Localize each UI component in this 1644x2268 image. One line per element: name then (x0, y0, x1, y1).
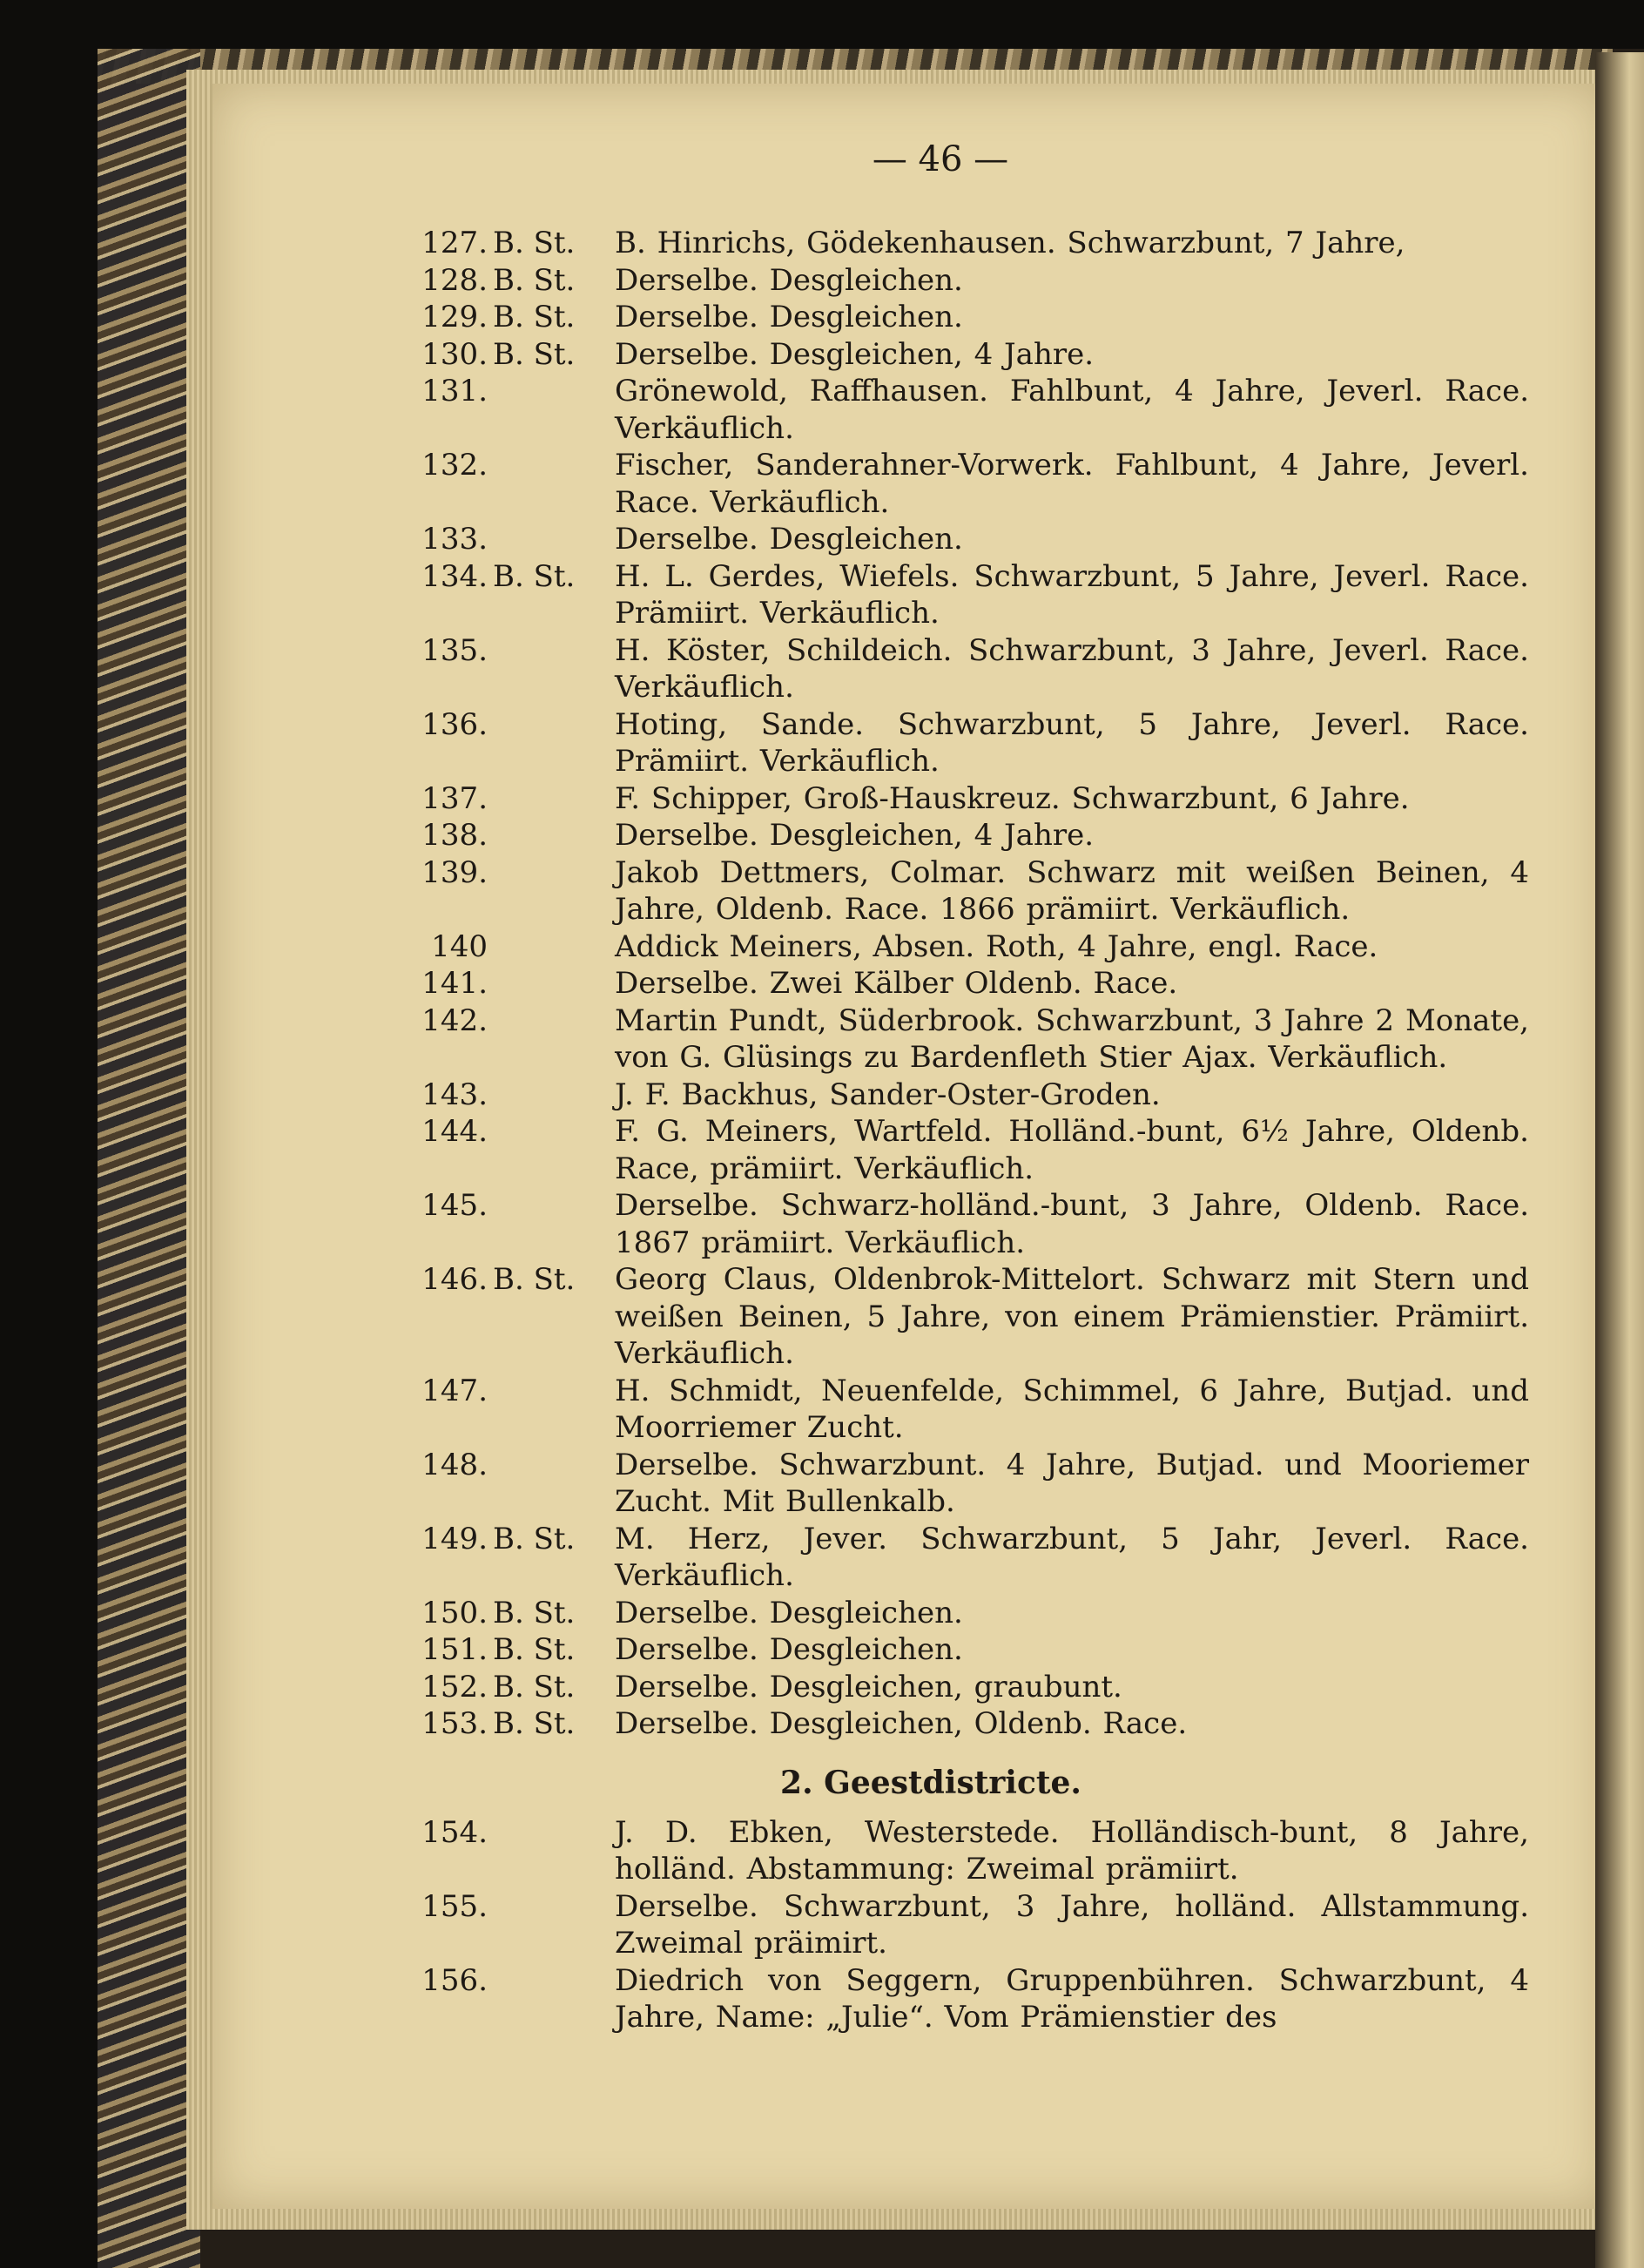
entry-text: Derselbe. Desgleichen. (615, 1595, 963, 1630)
entry-number: 153. (421, 1706, 488, 1741)
list-item (0, 1002, 1644, 1077)
list-item (0, 1521, 1644, 1595)
list-item (0, 1447, 1644, 1521)
entry-number: 128. (421, 262, 488, 298)
list-item (0, 1814, 1644, 1888)
entry-text: Derselbe. Zwei Kälber Oldenb. Race. (615, 966, 1178, 1001)
entry-number: 147. (421, 1373, 488, 1408)
entry-number: 139. (421, 854, 488, 890)
entry-text: Derselbe. Desgleichen, 4 Jahre. (615, 336, 1095, 372)
list-item (0, 928, 1644, 966)
entry-number: 142. (421, 1002, 488, 1038)
entry-mark: B. St. (493, 558, 576, 594)
entry-number: 135. (421, 632, 488, 668)
entry-number: 134. (421, 558, 488, 594)
page-content (0, 225, 1644, 2036)
entry-text: Derselbe. Desgleichen. (615, 262, 963, 298)
entry-number: 140 (431, 928, 488, 964)
entry-text: Derselbe. Schwarz-holländ.-bunt, 3 Jahre, Oldenb. Race. 1867 prämiirt. Verkäuflich. (615, 1188, 1529, 1260)
entry-mark: B. St. (493, 300, 576, 334)
entry-number: 155. (421, 1888, 488, 1924)
entry-text: J. F. Backhus, Sander-Oster-Groden. (615, 1077, 1161, 1112)
entry-number: 148. (421, 1447, 488, 1482)
list-item (0, 632, 1644, 706)
entry-list-section-2 (0, 1814, 1644, 2036)
entry-text: Hoting, Sande. Schwarzbunt, 5 Jahre, Jeverl. Race. Prämiirt. Verkäuflich. (615, 706, 1529, 779)
section-heading: 2. Geestdistricte. (780, 1764, 1081, 1801)
list-item (0, 1595, 1644, 1632)
entry-number: 129. (421, 300, 488, 334)
list-item (0, 780, 1644, 818)
entry-text: Derselbe. Desgleichen, graubunt. (615, 1669, 1122, 1704)
page-number: — 46 — (872, 139, 1009, 179)
entry-text: H. L. Gerdes, Wiefels. Schwarzbunt, 5 Jahre, Jeverl. Race. Prämiirt. Verkäuflich. (615, 558, 1529, 631)
entry-number: 143. (421, 1077, 488, 1112)
list-item (0, 1962, 1644, 2036)
entry-mark: B. St. (493, 226, 576, 260)
entry-text: H. Köster, Schildeich. Schwarzbunt, 3 Jahre, Jeverl. Race. Verkäuflich. (615, 632, 1529, 705)
entry-text: Martin Pundt, Süderbrook. Schwarzbunt, 3 Jahre 2 Monate, von G. Glüsings zu Bardenfleth Stier Ajax. Verkäuflich. (615, 1002, 1529, 1075)
entry-mark: B. St. (493, 336, 576, 372)
list-item (0, 521, 1644, 558)
entry-mark: B. St. (493, 1521, 576, 1556)
entry-number: 132. (421, 448, 488, 483)
entry-number: 146. (421, 1262, 488, 1297)
entry-text: Derselbe. Desgleichen, Oldenb. Race. (615, 1706, 1188, 1741)
list-item (0, 262, 1644, 300)
entry-text: Fischer, Sanderahner-Vorwerk. Fahlbunt, 4 Jahre, Jeverl. Race. Verkäuflich. (615, 448, 1529, 520)
list-item (0, 1373, 1644, 1447)
list-item (0, 336, 1644, 374)
list-item (0, 1261, 1644, 1373)
list-item (0, 373, 1644, 447)
list-item (0, 706, 1644, 780)
entry-number: 137. (421, 780, 488, 816)
entry-text: Derselbe. Schwarzbunt, 3 Jahre, holländ. Allstammung. Zweimal präimirt. (615, 1888, 1529, 1961)
entry-number: 151. (421, 1632, 488, 1667)
entry-mark: B. St. (493, 1706, 576, 1741)
entry-number: 141. (421, 966, 488, 1001)
list-item (0, 299, 1644, 336)
entry-mark: B. St. (493, 1595, 576, 1630)
entry-number: 150. (421, 1595, 488, 1630)
entry-mark: B. St. (493, 1262, 576, 1297)
entry-text: Jakob Dettmers, Colmar. Schwarz mit weißen Beinen, 4 Jahre, Oldenb. Race. 1866 prämiirt. Verkäuflich. (615, 854, 1529, 927)
entry-number: 149. (421, 1521, 488, 1556)
entry-number: 154. (421, 1814, 488, 1850)
list-item (0, 965, 1644, 1002)
entry-text: Addick Meiners, Absen. Roth, 4 Jahre, engl. Race. (615, 928, 1378, 964)
entry-text: Diedrich von Seggern, Gruppenbühren. Schwarzbunt, 4 Jahre, Name: „Julie“. Vom Prämienstier des (615, 1962, 1529, 2035)
entry-text: J. D. Ebken, Westerstede. Holländisch-bunt, 8 Jahre, holländ. Abstammung: Zweimal prämiirt. (615, 1814, 1529, 1887)
entry-number: 131. (421, 374, 488, 408)
entry-list (0, 225, 1644, 1743)
entry-number: 138. (421, 818, 488, 853)
list-item (0, 1888, 1644, 1962)
entry-text: Derselbe. Desgleichen. (615, 300, 963, 334)
entry-mark: B. St. (493, 262, 576, 298)
entry-mark: B. St. (493, 1632, 576, 1667)
entry-text: M. Herz, Jever. Schwarzbunt, 5 Jahr, Jeverl. Race. Verkäuflich. (615, 1521, 1529, 1593)
list-item (0, 1631, 1644, 1669)
list-item (0, 1187, 1644, 1261)
entry-text: Grönewold, Raffhausen. Fahlbunt, 4 Jahre, Jeverl. Race. Verkäuflich. (615, 374, 1529, 446)
list-item (0, 225, 1644, 262)
entry-text: H. Schmidt, Neuenfelde, Schimmel, 6 Jahre, Butjad. und Moorriemer Zucht. (615, 1373, 1529, 1445)
entry-number: 144. (421, 1114, 488, 1149)
entry-text: Georg Claus, Oldenbrok-Mittelort. Schwarz mit Stern und weißen Beinen, 5 Jahre, von einem Prämienstier. Prämiirt. Verkäuflich. (615, 1262, 1529, 1371)
entry-text: Derselbe. Desgleichen. (615, 522, 963, 557)
entry-number: 127. (421, 226, 488, 260)
entry-number: 152. (421, 1669, 488, 1704)
list-item (0, 1113, 1644, 1187)
list-item (0, 1669, 1644, 1706)
entry-number: 145. (421, 1188, 488, 1223)
list-item (0, 558, 1644, 632)
entry-text: F. G. Meiners, Wartfeld. Holländ.-bunt, 6½ Jahre, Oldenb. Race, prämiirt. Verkäuflich. (615, 1114, 1529, 1186)
entry-number: 133. (421, 522, 488, 557)
entry-text: Derselbe. Desgleichen. (615, 1632, 963, 1667)
entry-number: 136. (421, 706, 488, 742)
list-item (0, 817, 1644, 854)
entry-text: Derselbe. Schwarzbunt. 4 Jahre, Butjad. und Mooriemer Zucht. Mit Bullenkalb. (615, 1447, 1529, 1519)
entry-number: 156. (421, 1962, 488, 1998)
entry-number: 130. (421, 336, 488, 372)
entry-mark: B. St. (493, 1669, 576, 1704)
list-item (0, 1077, 1644, 1114)
entry-text: Derselbe. Desgleichen, 4 Jahre. (615, 818, 1095, 853)
list-item (0, 1705, 1644, 1743)
list-item (0, 447, 1644, 521)
entry-text: B. Hinrichs, Gödekenhausen. Schwarzbunt, 7 Jahre, (615, 226, 1405, 260)
list-item (0, 854, 1644, 928)
entry-text: F. Schipper, Groß-Hauskreuz. Schwarzbunt, 6 Jahre. (615, 780, 1410, 816)
